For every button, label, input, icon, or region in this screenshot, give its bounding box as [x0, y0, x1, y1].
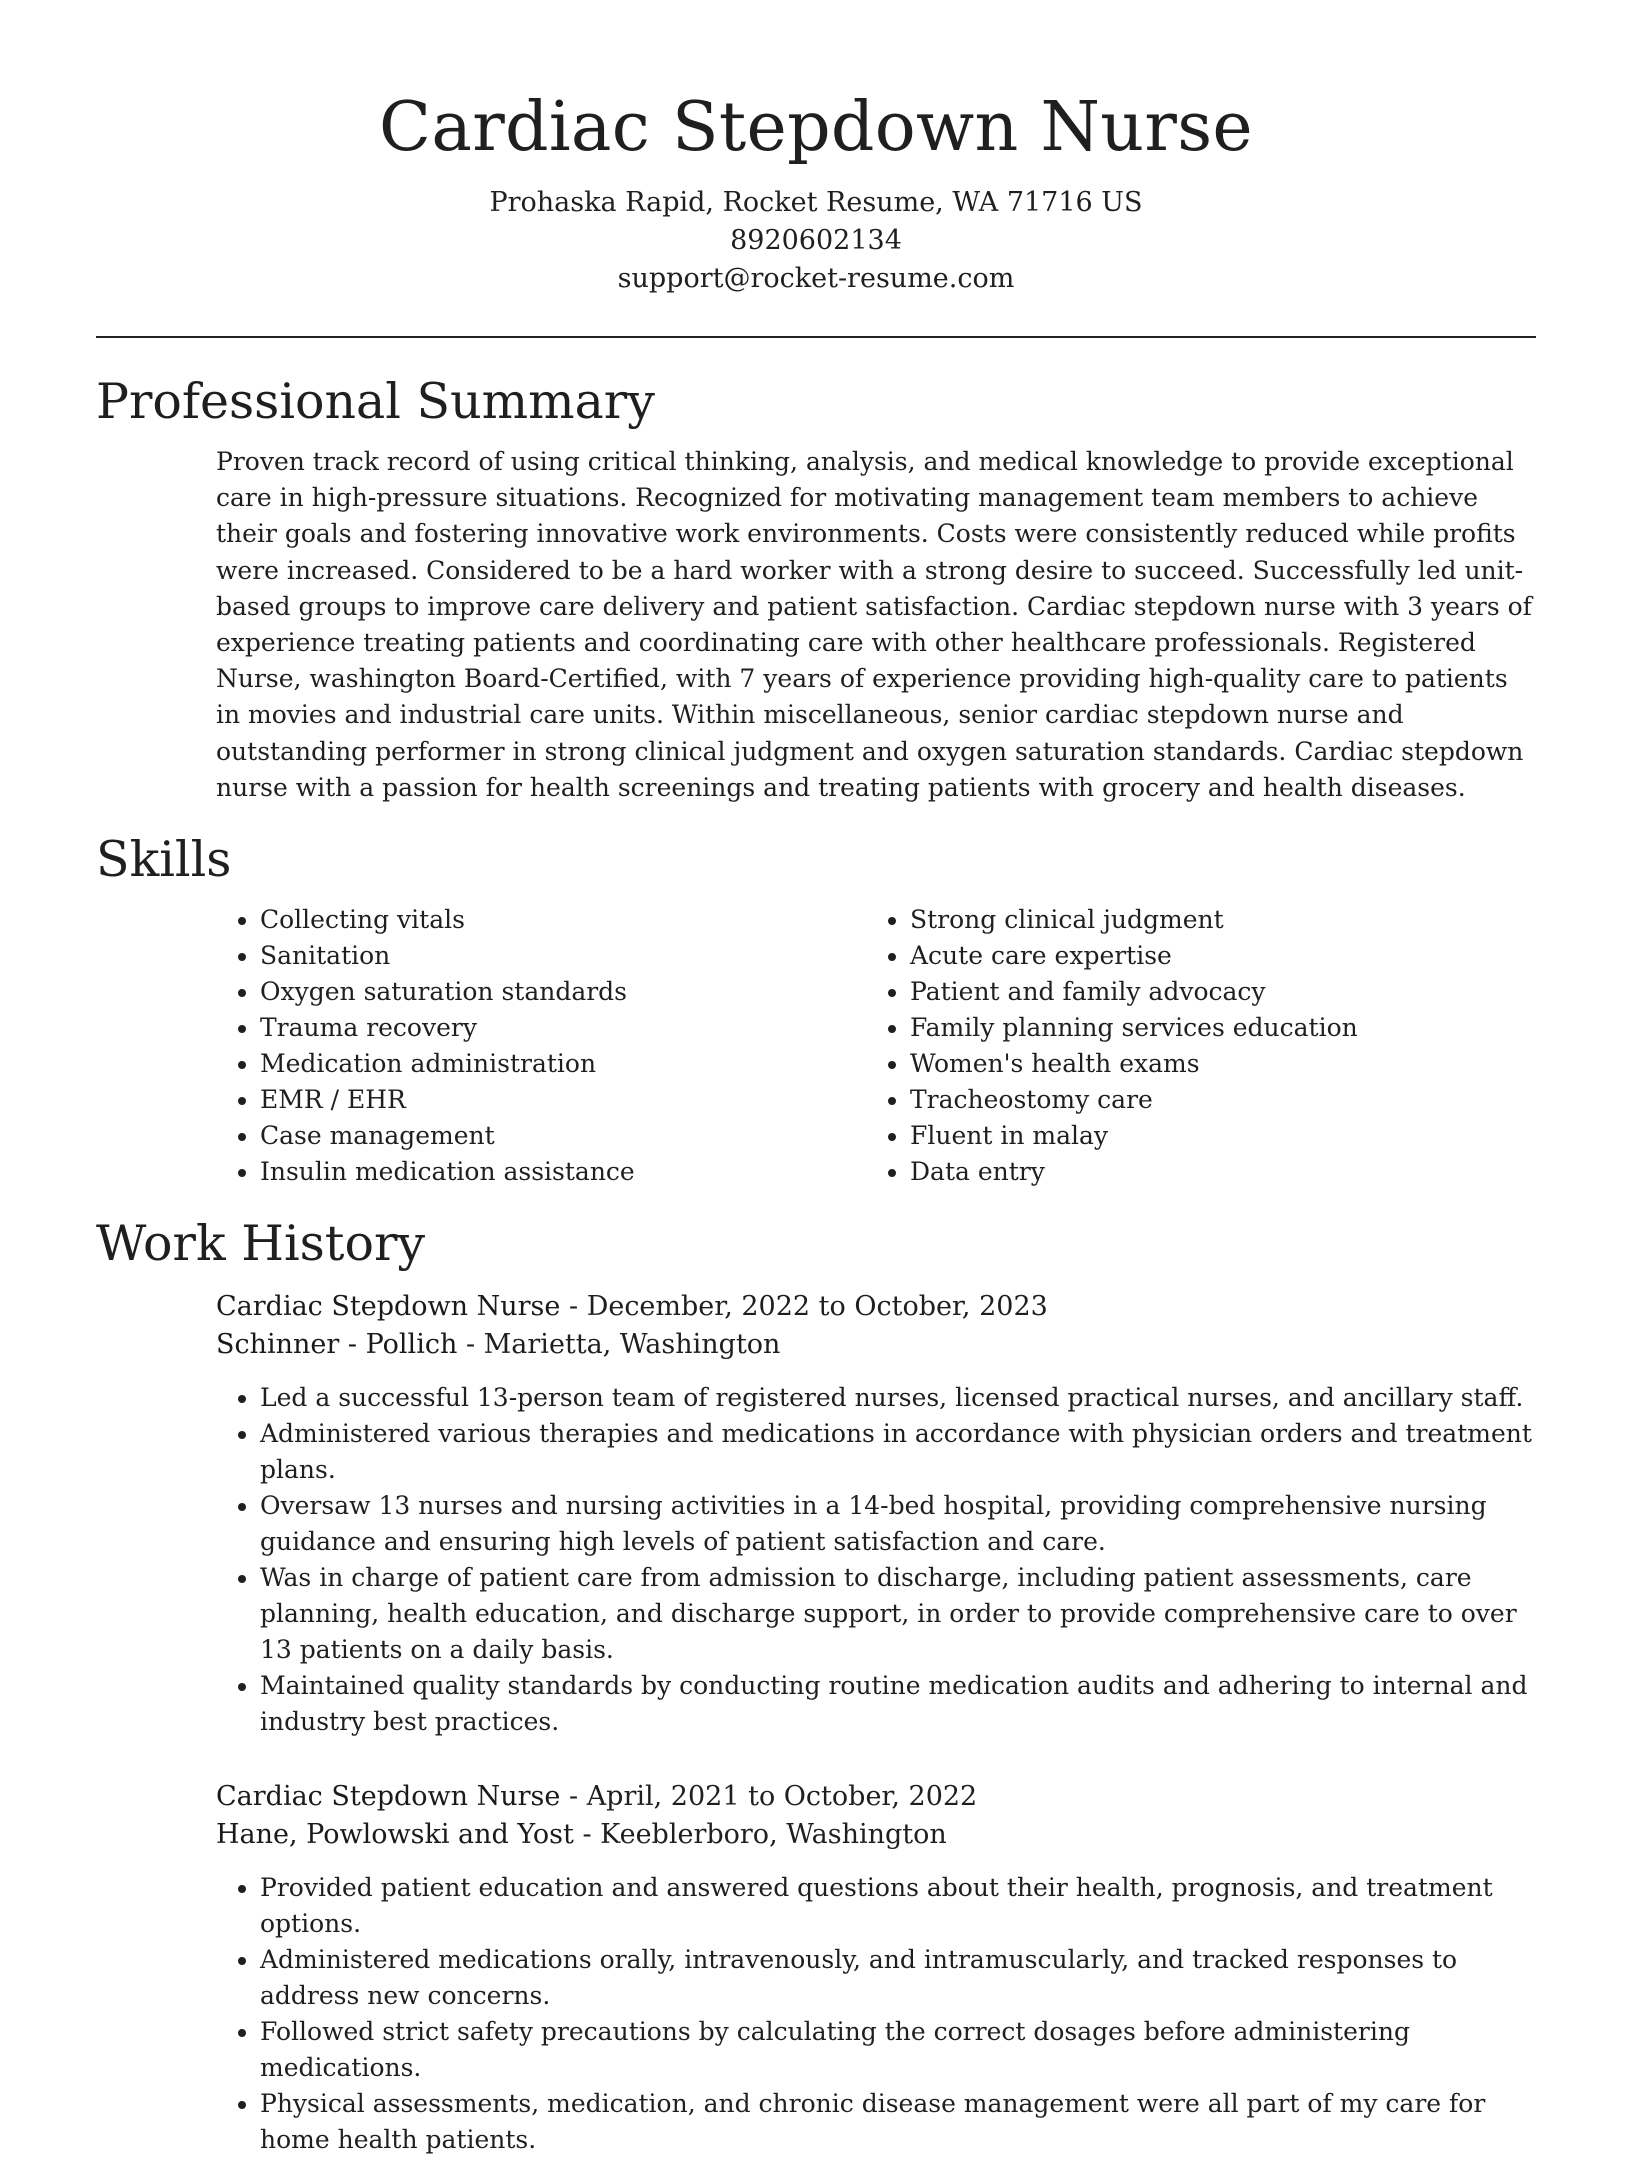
job-role: Cardiac Stepdown Nurse — [216, 1781, 561, 1813]
separator: - — [568, 1291, 587, 1323]
skill-item: • Collecting vitals — [260, 902, 866, 938]
job-bullet-list — [216, 1380, 1536, 1740]
skill-item: • Fluent in malay — [910, 1118, 1516, 1154]
skills-heading: Skills — [96, 831, 232, 889]
skill-item: • EMR / EHR — [260, 1082, 866, 1118]
skills-list-right — [866, 902, 1516, 1190]
skill-item: • Data entry — [910, 1154, 1516, 1190]
job-title-line — [216, 1288, 1536, 1326]
resume-header — [96, 0, 1536, 298]
job-title-line — [216, 1778, 1536, 1816]
job-bullet: • Was in charge of patient care from admission to discharge, including patient assessments, care planning, health education, and discharge support, in order to provide comprehensive care to over 13 patients on a daily basis. — [260, 1560, 1536, 1668]
job-bullet: • Led a successful 13-person team of registered nurses, licensed practical nurses, and ancillary staff. — [260, 1380, 1536, 1416]
separator: - — [582, 1819, 601, 1851]
job-company-line — [216, 1816, 1536, 1854]
job-location: Keeblerboro, Washington — [600, 1819, 947, 1851]
skills-list-left — [216, 902, 866, 1190]
job-dates: December, 2022 to October, 2023 — [586, 1291, 1048, 1323]
skill-item: • Strong clinical judgment — [910, 902, 1516, 938]
job-entry — [216, 1778, 1536, 2158]
job-bullet-list — [216, 1870, 1536, 2158]
job-bullet: • Administered medications orally, intravenously, and intramuscularly, and tracked responses to address new concerns. — [260, 1942, 1536, 2014]
job-bullet: • Maintained quality standards by conducting routine medication audits and adhering to internal and industry best practices. — [260, 1668, 1536, 1740]
contact-phone: 8920602134 — [730, 225, 902, 256]
header-divider — [96, 336, 1536, 338]
skill-item: • Insulin medication assistance — [260, 1154, 866, 1190]
skill-item: • Patient and family advocacy — [910, 974, 1516, 1010]
job-bullet: • Provided patient education and answered questions about their health, prognosis, and treatment options. — [260, 1870, 1536, 1942]
skill-item: • Women's health exams — [910, 1046, 1516, 1082]
work-history-heading: Work History — [96, 1215, 426, 1273]
skill-item: • Case management — [260, 1118, 866, 1154]
skill-item: • Sanitation — [260, 938, 866, 974]
contact-address: Prohaska Rapid, Rocket Resume, WA 71716 US — [489, 187, 1143, 218]
skill-item: • Oxygen saturation standards — [260, 974, 866, 1010]
summary-text: Proven track record of using critical thinking, analysis, and medical knowledge to provide exceptional care in high-pressure situations. Recognized for motivating management team members to achieve their goals and fostering innovative work environments. Costs were consistently reduced while profits were increased. Considered to be a hard worker with a strong desire to succeed. Successfully led unit-based groups to improve care delivery and patient satisfaction. Cardiac stepdown nurse with 3 years of experience treating patients and coordinating care with other healthcare professionals. Registered Nurse, washington Board-Certified, with 7 years of experience providing high-quality care to patients in movies and industrial care units. Within miscellaneous, senior cardiac stepdown nurse and outstanding performer in strong clinical judgment and oxygen saturation standards. Cardiac stepdown nurse with a passion for health screenings and treating patients with grocery and health diseases. — [216, 447, 1532, 802]
skill-item: • Tracheostomy care — [910, 1082, 1516, 1118]
job-bullet: • Physical assessments, medication, and chronic disease management were all part of my care for home health patients. — [260, 2086, 1536, 2158]
skill-item: • Family planning services education — [910, 1010, 1516, 1046]
skill-item: • Trauma recovery — [260, 1010, 866, 1046]
job-bullet: • Oversaw 13 nurses and nursing activities in a 14-bed hospital, providing comprehensive nursing guidance and ensuring high levels of patient satisfaction and care. — [260, 1488, 1536, 1560]
professional-summary-section — [96, 372, 1536, 806]
job-location: Marietta, Washington — [483, 1329, 781, 1361]
summary-heading: Professional Summary — [96, 373, 655, 430]
skill-item: • Acute care expertise — [910, 938, 1516, 974]
separator: - — [465, 1329, 484, 1361]
job-bullet: • Followed strict safety precautions by calculating the correct dosages before administering medications. — [260, 2014, 1536, 2086]
skills-section — [96, 830, 1536, 1190]
job-entry — [216, 1288, 1536, 1740]
job-company: Hane, Powlowski and Yost — [216, 1819, 574, 1851]
separator: - — [568, 1781, 587, 1813]
job-bullet: • Administered various therapies and medications in accordance with physician orders and treatment plans. — [260, 1416, 1536, 1488]
job-role: Cardiac Stepdown Nurse — [216, 1291, 561, 1323]
skill-item: • Medication administration — [260, 1046, 866, 1082]
skills-grid — [216, 902, 1536, 1190]
candidate-name: Cardiac Stepdown Nurse — [379, 88, 1253, 167]
job-company: Schinner - Pollich — [216, 1329, 458, 1361]
job-dates: April, 2021 to October, 2022 — [586, 1781, 978, 1813]
work-history-section — [96, 1214, 1536, 2158]
contact-email: support@rocket-resume.com — [617, 263, 1015, 294]
job-company-line — [216, 1326, 1536, 1364]
